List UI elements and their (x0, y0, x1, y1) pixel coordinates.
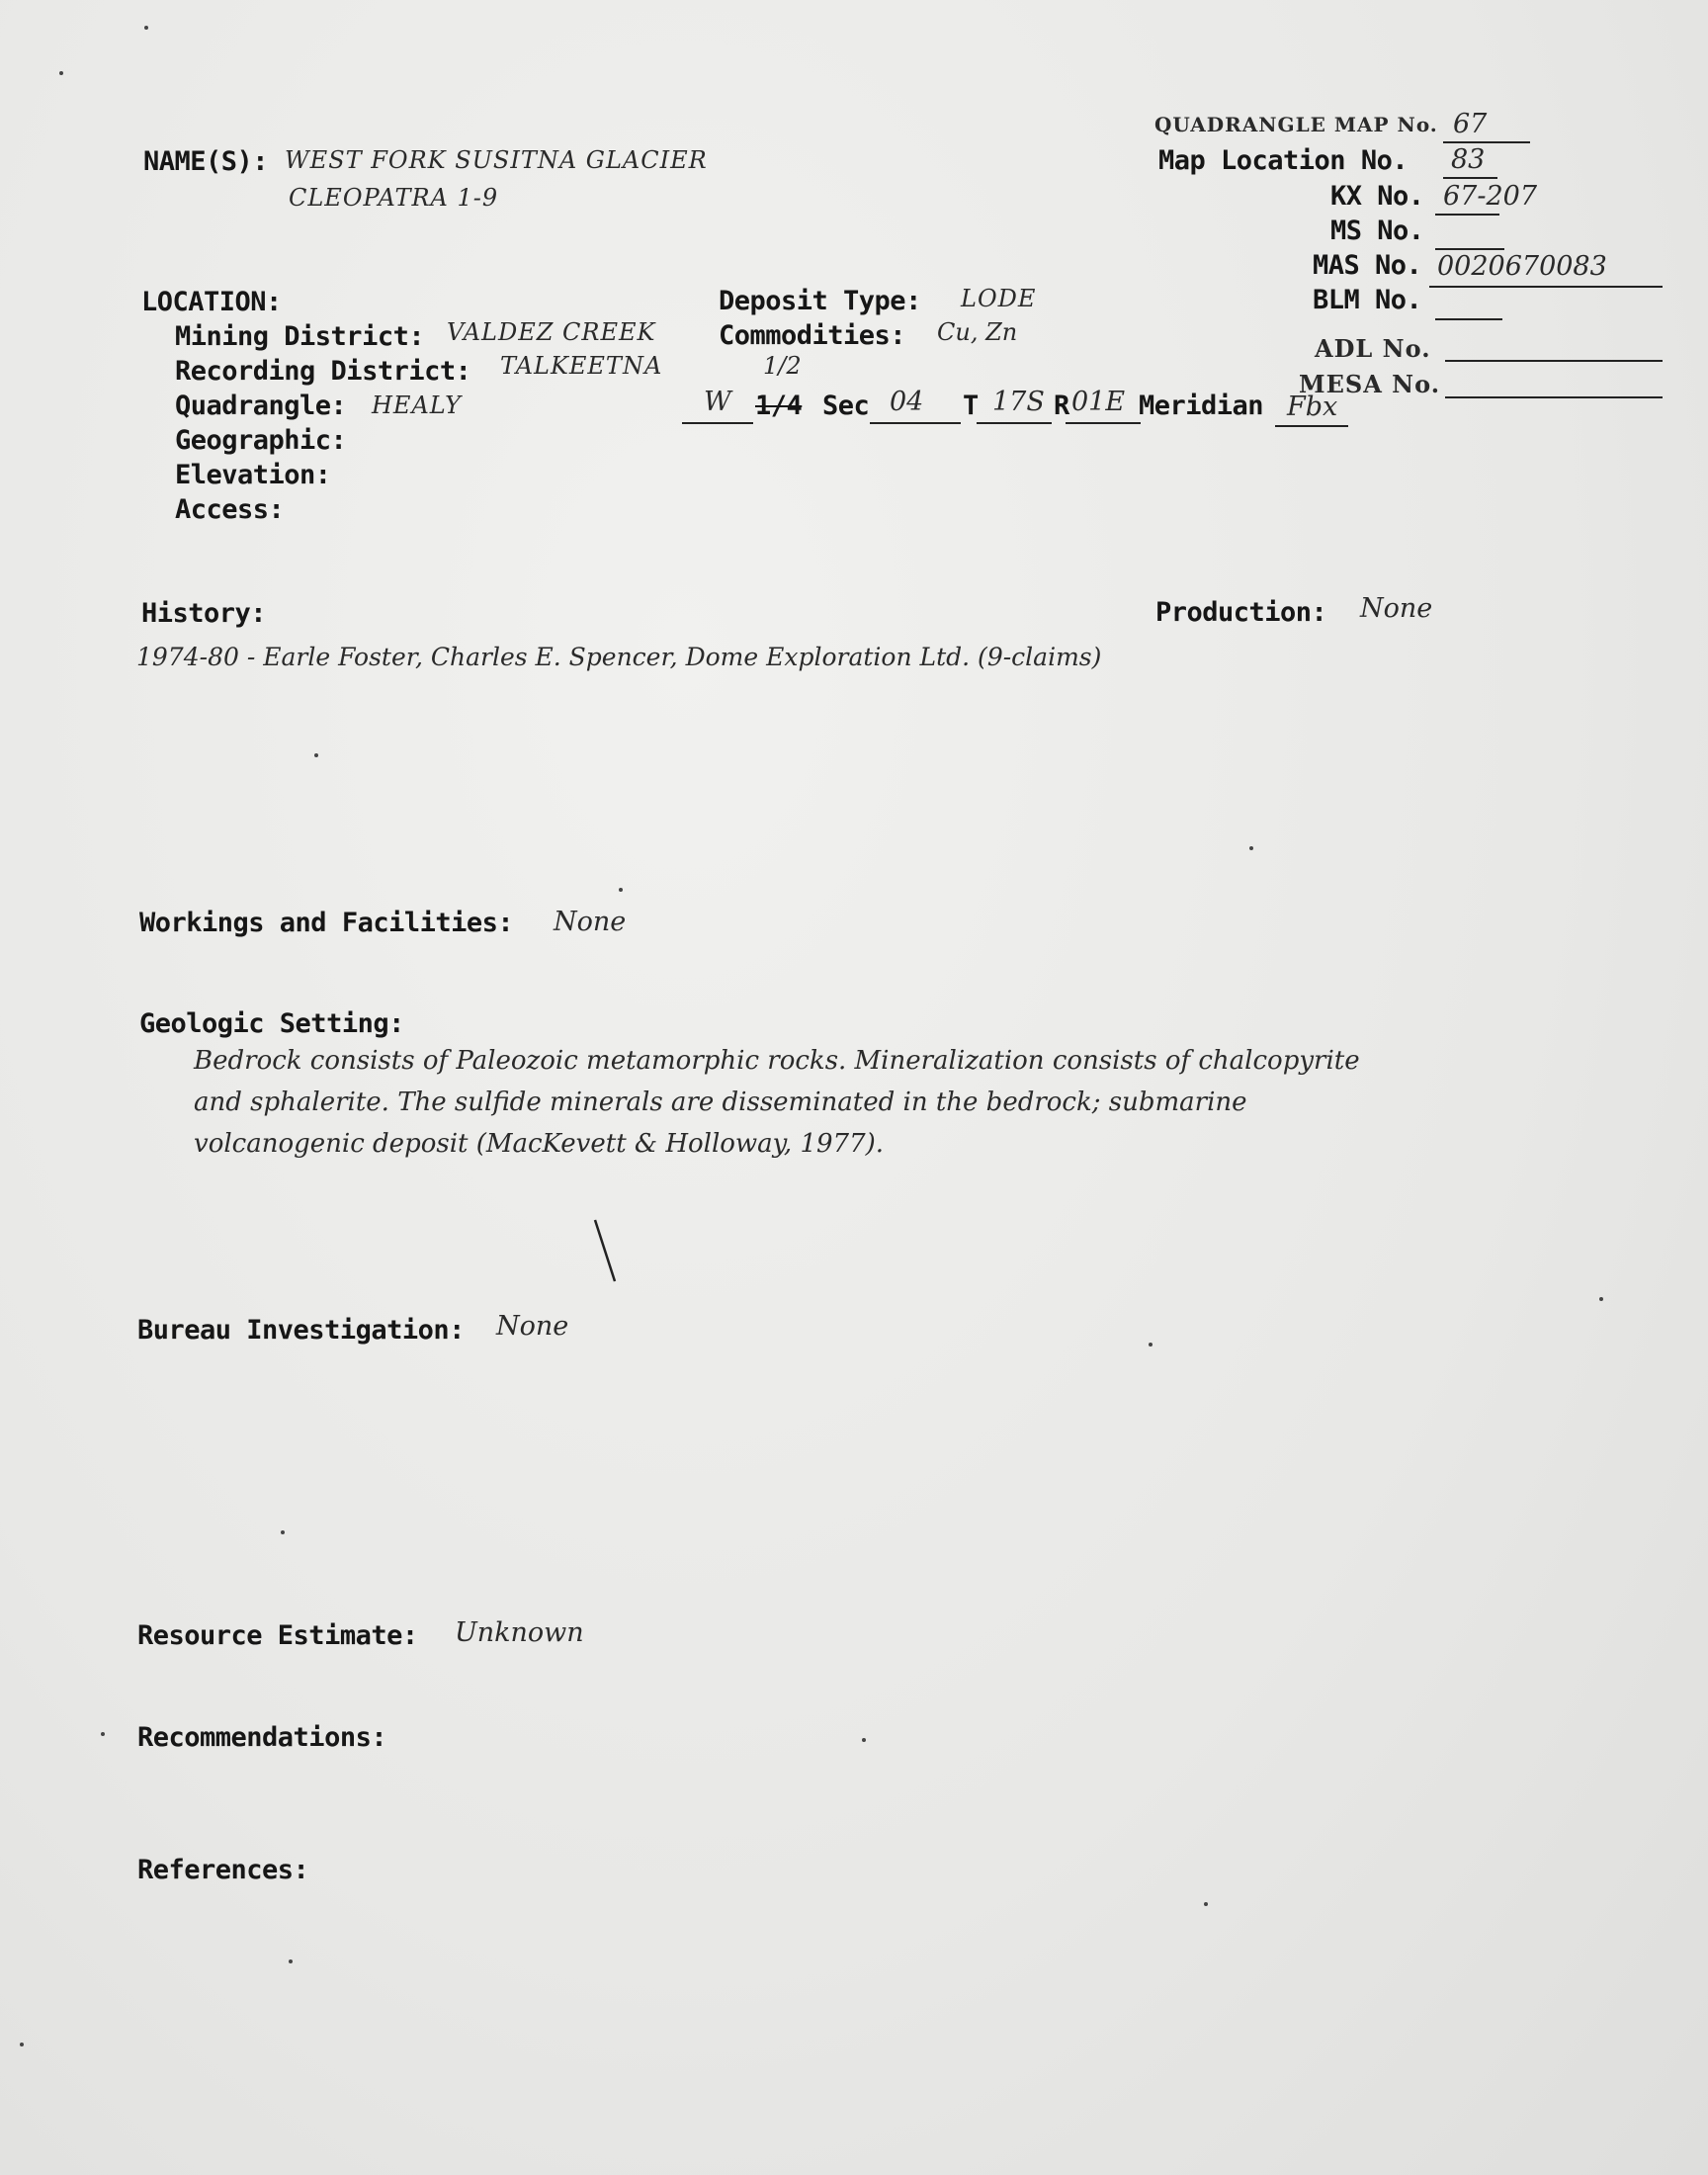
sec-line (870, 422, 961, 424)
mas-line (1429, 286, 1663, 288)
kx-label: KX No. (1330, 181, 1424, 212)
sec-label: Sec (822, 391, 870, 421)
kx-line (1435, 214, 1499, 216)
resource-value: Unknown (455, 1617, 584, 1648)
recommendations-label: Recommendations: (137, 1722, 387, 1753)
resource-label: Resource Estimate: (137, 1620, 418, 1651)
recording-district-value: TALKEETNA (500, 352, 663, 380)
recording-district-label: Recording District: (175, 356, 471, 387)
geologic-label: Geologic Setting: (139, 1008, 404, 1039)
speck (619, 888, 623, 892)
geologic-line-2: and sphalerite. The sulfide minerals are disseminated in the bedrock; submarine (194, 1088, 1247, 1117)
speck (1149, 1343, 1153, 1347)
speck (281, 1530, 285, 1534)
mesa-label: MESA No. (1299, 370, 1441, 398)
access-label: Access: (175, 494, 285, 525)
r-value: 01E (1071, 387, 1126, 417)
r-line (1066, 422, 1141, 424)
speck (862, 1738, 866, 1742)
ms-label: MS No. (1330, 216, 1424, 246)
pen-mark (589, 1216, 629, 1285)
meridian-value: Fbx (1287, 392, 1338, 422)
t-value: 17S (992, 387, 1045, 417)
geologic-line-1: Bedrock consists of Paleozoic metamorphic rocks. Mineralization consists of chalcopyrite (194, 1046, 1360, 1076)
speck (144, 26, 148, 30)
t-label: T (963, 391, 979, 421)
quad-map-label: QUADRANGLE MAP No. (1154, 113, 1438, 136)
quarter-line (682, 422, 753, 424)
elevation-label: Elevation: (175, 460, 331, 490)
mas-value: 0020670083 (1437, 251, 1607, 282)
r-label: R (1054, 391, 1069, 421)
references-label: References: (137, 1855, 309, 1885)
speck (314, 753, 318, 757)
history-label: History: (141, 598, 267, 629)
names-label: NAME(S): (143, 146, 269, 177)
quadrangle-label: Quadrangle: (175, 391, 347, 421)
speck (1599, 1297, 1603, 1301)
deposit-type-value: LODE (961, 285, 1037, 312)
sec-value: 04 (890, 387, 924, 417)
speck (1204, 1902, 1208, 1906)
ms-line (1435, 248, 1504, 250)
meridian-label: Meridian (1139, 391, 1264, 421)
blm-label: BLM No. (1313, 285, 1422, 315)
speck (20, 2043, 24, 2046)
map-location-label: Map Location No. (1158, 145, 1409, 176)
quarter-label: 1/4 (755, 391, 803, 421)
adl-line (1445, 360, 1663, 362)
blm-line (1435, 318, 1502, 320)
map-location-line (1443, 177, 1497, 179)
kx-value: 67-207 (1443, 181, 1538, 212)
quarter-fraction: 1/2 (763, 352, 802, 380)
adl-label: ADL No. (1315, 334, 1431, 363)
names-value-1: WEST FORK SUSITNA GLACIER (285, 146, 708, 174)
quad-map-line (1443, 141, 1530, 143)
mesa-line (1445, 396, 1663, 398)
geographic-label: Geographic: (175, 425, 347, 456)
quad-map-value: 67 (1453, 109, 1488, 139)
mining-district-label: Mining District: (175, 321, 425, 352)
workings-label: Workings and Facilities: (139, 908, 514, 938)
commodities-value: Cu, Zn (937, 318, 1018, 346)
mas-label: MAS No. (1313, 250, 1422, 281)
deposit-type-label: Deposit Type: (719, 286, 921, 316)
workings-value: None (554, 907, 627, 937)
location-heading: LOCATION: (141, 287, 282, 317)
geologic-line-3: volcanogenic deposit (MacKevett & Holloway, 1977). (194, 1129, 885, 1159)
bureau-value: None (496, 1311, 569, 1342)
history-entry: 1974-80 - Earle Foster, Charles E. Spencer, Dome Exploration Ltd. (9-claims) (136, 643, 1102, 671)
bureau-label: Bureau Investigation: (137, 1315, 465, 1346)
commodities-label: Commodities: (719, 320, 906, 351)
map-location-value: 83 (1451, 144, 1486, 175)
meridian-line (1275, 425, 1348, 427)
quarter-value: W (704, 387, 731, 417)
speck (59, 71, 63, 75)
names-value-2: CLEOPATRA 1-9 (289, 184, 499, 212)
quadrangle-value: HEALY (372, 392, 463, 419)
production-label: Production: (1155, 597, 1327, 628)
t-line (977, 422, 1052, 424)
speck (1249, 846, 1253, 850)
speck (289, 1959, 293, 1963)
speck (101, 1732, 105, 1736)
mining-district-value: VALDEZ CREEK (447, 318, 656, 346)
production-value: None (1360, 593, 1433, 624)
